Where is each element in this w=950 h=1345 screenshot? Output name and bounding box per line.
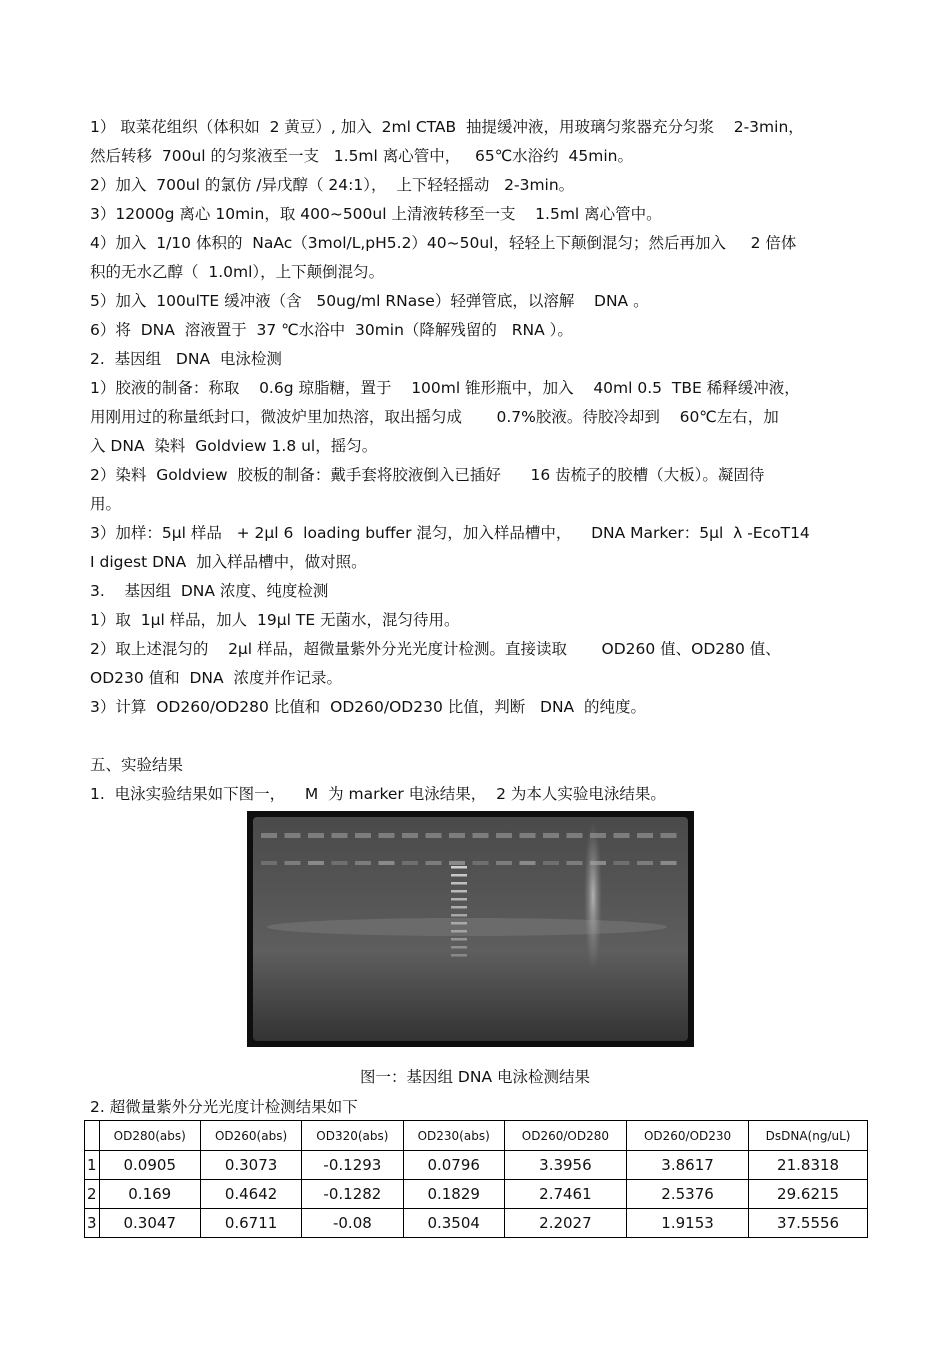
- ladder-band: [451, 930, 467, 933]
- gel-well: [473, 833, 489, 838]
- table-cell: 0.3504: [403, 1209, 504, 1238]
- text-line: 5）加入 100ulTE 缓冲液（含 50ug/ml RNase）轻弹管底，以溶解 DNA 。: [90, 292, 649, 310]
- gel-well: [661, 833, 677, 838]
- gel-band: [567, 861, 583, 865]
- text-line: 3）12000g 离心 10min，取 400~500ul 上清液转移至一支 1.5ml 离心管中。: [90, 205, 662, 223]
- gel-band: [355, 861, 371, 865]
- text-line: 2）取上述混匀的 2μl 样品，超微量紫外分光光度计检测。直接读取 OD260 值、OD280 值、: [90, 640, 781, 658]
- text-line: [90, 722, 865, 751]
- table-header-cell: [85, 1121, 100, 1151]
- ladder-band: [451, 906, 467, 909]
- ladder-band: [451, 938, 467, 941]
- text-line: 3. 基因组 DNA 浓度、纯度检测: [90, 582, 329, 600]
- text-line: 用刚用过的称量纸封口，微波炉里加热溶，取出摇匀成 0.7%胶液。待胶冷却到 60℃左右，加: [90, 408, 779, 426]
- table-cell: 2.7461: [504, 1180, 626, 1209]
- table-title: 2. 超微量紫外分光光度计检测结果如下: [90, 1098, 358, 1116]
- ladder-band: [451, 914, 467, 917]
- text-line: 6）将 DNA 溶液置于 37 ℃水浴中 30min（降解残留的 RNA ）。: [90, 321, 573, 339]
- gel-well: [355, 833, 371, 838]
- table-header-row: [85, 1121, 868, 1151]
- text-line: 3）加样：5μl 样品 + 2μl 6 loading buffer 混匀，加入样品槽中， DNA Marker：5μl λ -EcoT14: [90, 524, 810, 542]
- gel-band: [449, 861, 465, 865]
- text-line: 2）加入 700ul 的氯仿 /异戊醇（ 24:1）， 上下轻轻摇动 2-3min。: [90, 176, 575, 194]
- gel-band: [308, 861, 324, 865]
- table-cell: 21.8318: [749, 1151, 868, 1180]
- table-cell: 0.0796: [403, 1151, 504, 1180]
- ladder-band: [451, 866, 467, 869]
- gel-band: [661, 861, 677, 865]
- text-line: 1）取 1μl 样品，加人 19μl TE 无菌水，混匀待用。: [90, 611, 460, 629]
- gel-well: [426, 833, 442, 838]
- gel-band: [261, 861, 277, 865]
- ladder-band: [451, 946, 467, 949]
- ladder-band: [451, 954, 467, 957]
- table-cell: -0.1282: [302, 1180, 403, 1209]
- gel-band: [332, 861, 348, 865]
- table-header-cell: OD280(abs): [99, 1121, 200, 1151]
- gel-band: [285, 861, 301, 865]
- ladder-band: [451, 898, 467, 901]
- text-line: 4）加入 1/10 体积的 NaAc（3mol/L,pH5.2）40~50ul，轻轻上下颠倒混匀；然后再加入 2 倍体: [90, 234, 797, 252]
- table-row: [85, 1151, 868, 1180]
- gel-well: [308, 833, 324, 838]
- gel-well: [402, 833, 418, 838]
- gel-electrophoresis-image: [247, 811, 694, 1047]
- ladder-band: [451, 922, 467, 925]
- text-line: 入 DNA 染料 Goldview 1.8 ul，摇匀。: [90, 437, 378, 455]
- table-header-cell: OD260(abs): [200, 1121, 301, 1151]
- gel-well: [543, 833, 559, 838]
- table-cell: 2.5376: [626, 1180, 748, 1209]
- gel-well: [567, 833, 583, 838]
- table-cell: 29.6215: [749, 1180, 868, 1209]
- table-cell: 0.4642: [200, 1180, 301, 1209]
- text-line: 1. 电泳实验结果如下图一， M 为 marker 电泳结果， 2 为本人实验电泳结果。: [90, 785, 666, 803]
- table-header-cell: OD260/OD280: [504, 1121, 626, 1151]
- gel-band: [637, 861, 653, 865]
- table-cell: 3.3956: [504, 1151, 626, 1180]
- table-cell: 2: [85, 1180, 100, 1209]
- table-row: [85, 1209, 868, 1238]
- table-header-cell: OD260/OD230: [626, 1121, 748, 1151]
- table-cell: 0.3047: [99, 1209, 200, 1238]
- table-header-cell: DsDNA(ng/uL): [749, 1121, 868, 1151]
- table-row: [85, 1180, 868, 1209]
- table-cell: 3.8617: [626, 1151, 748, 1180]
- gel-band: [426, 861, 442, 865]
- text-line: OD230 值和 DNA 浓度并作记录。: [90, 669, 342, 687]
- gel-well: [379, 833, 395, 838]
- gel-well: [496, 833, 512, 838]
- table-cell: 1.9153: [626, 1209, 748, 1238]
- table-cell: 2.2027: [504, 1209, 626, 1238]
- gel-well: [449, 833, 465, 838]
- text-line: I digest DNA 加入样品槽中，做对照。: [90, 553, 367, 571]
- table-cell: -0.08: [302, 1209, 403, 1238]
- table-cell: 0.1829: [403, 1180, 504, 1209]
- gel-band: [402, 861, 418, 865]
- table-cell: 0.6711: [200, 1209, 301, 1238]
- results-table: [84, 1120, 868, 1238]
- ladder-band: [451, 882, 467, 885]
- gel-well: [637, 833, 653, 838]
- table-header-cell: OD320(abs): [302, 1121, 403, 1151]
- ladder-band: [451, 874, 467, 877]
- table-header-cell: OD230(abs): [403, 1121, 504, 1151]
- gel-well: [332, 833, 348, 838]
- gel-band: [614, 861, 630, 865]
- table-cell: 0.3073: [200, 1151, 301, 1180]
- table-cell: 3: [85, 1209, 100, 1238]
- table-cell: 0.0905: [99, 1151, 200, 1180]
- gel-band: [473, 861, 489, 865]
- text-line: 2）染料 Goldview 胶板的制备：戴手套将胶液倒入已插好 16 齿梳子的胶槽（大板）。凝固待: [90, 466, 765, 484]
- figure-caption: 图一：基因组 DNA 电泳检测结果: [360, 1068, 590, 1086]
- table-cell: 37.5556: [749, 1209, 868, 1238]
- text-line: 1）胶液的制备：称取 0.6g 琼脂糖，置于 100ml 锥形瓶中，加入 40ml 0.5 TBE 稀释缓冲液，: [90, 379, 800, 397]
- table-cell: -0.1293: [302, 1151, 403, 1180]
- gel-band: [379, 861, 395, 865]
- text-line: 1） 取菜花组织（体积如 2 黄豆）, 加入 2ml CTAB 抽提缓冲液，用玻璃匀浆器充分匀浆 2-3min，: [90, 118, 804, 136]
- text-line: 用。: [90, 495, 122, 513]
- text-line: 2. 基因组 DNA 电泳检测: [90, 350, 282, 368]
- text-line: 积的无水乙醇（ 1.0ml），上下颠倒混匀。: [90, 263, 385, 281]
- text-line: 然后转移 700ul 的匀浆液至一支 1.5ml 离心管中， 65℃水浴约 45min。: [90, 147, 633, 165]
- gel-well: [520, 833, 536, 838]
- text-line: 3）计算 OD260/OD280 比值和 OD260/OD230 比值，判断 DNA 的纯度。: [90, 698, 647, 716]
- table-cell: 1: [85, 1151, 100, 1180]
- table-cell: 0.169: [99, 1180, 200, 1209]
- gel-band: [520, 861, 536, 865]
- ladder-band: [451, 890, 467, 893]
- gel-well: [285, 833, 301, 838]
- gel-band: [543, 861, 559, 865]
- gel-well: [614, 833, 630, 838]
- gel-well: [261, 833, 277, 838]
- gel-band: [496, 861, 512, 865]
- text-line: 五、实验结果: [90, 756, 184, 774]
- protocol-text: [90, 113, 865, 809]
